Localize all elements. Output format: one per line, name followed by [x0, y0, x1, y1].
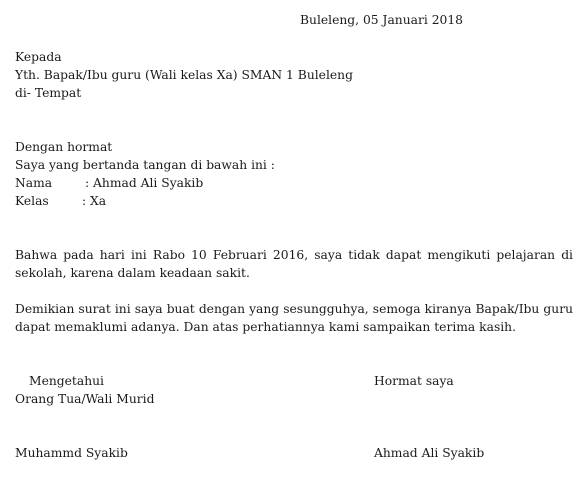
- signature-right-heading: Hormat saya: [374, 374, 454, 388]
- signature-left-name: Muhammd Syakib: [15, 446, 128, 460]
- name-value: : Ahmad Ali Syakib: [85, 176, 204, 190]
- letter-date: Buleleng, 05 Januari 2018: [300, 13, 463, 27]
- recipient-line-3: di- Tempat: [15, 86, 82, 100]
- class-value: : Xa: [82, 194, 107, 208]
- body-paragraph-1: Bahwa pada hari ini Rabo 10 Februari 2016, saya tidak dapat mengikuti pelajaran di sekolah, karena dalam keadaan sakit.: [15, 248, 573, 280]
- body-paragraph-2: Demikian surat ini saya buat dengan yang sesungguhya, semoga kiranya Bapak/Ibu guru dapat memaklumi adanya. Dan atas perhatiannya kami sampaikan terima kasih.: [15, 302, 573, 334]
- greeting: Dengan hormat: [15, 140, 113, 154]
- field-row-name: [15, 174, 203, 192]
- signature-left-heading-1: Mengetahui: [29, 374, 104, 388]
- intro-line: Saya yang bertanda tangan di bawah ini :: [15, 158, 275, 172]
- name-label: Nama: [15, 176, 53, 190]
- class-label: Kelas: [15, 194, 49, 208]
- recipient-line-2: Yth. Bapak/Ibu guru (Wali kelas Xa) SMAN 1 Buleleng: [15, 68, 353, 82]
- recipient-line-1: Kepada: [15, 50, 62, 64]
- signature-left-heading-2: Orang Tua/Wali Murid: [15, 392, 155, 406]
- field-row-class: [15, 192, 106, 210]
- signature-right-name: Ahmad Ali Syakib: [374, 446, 485, 460]
